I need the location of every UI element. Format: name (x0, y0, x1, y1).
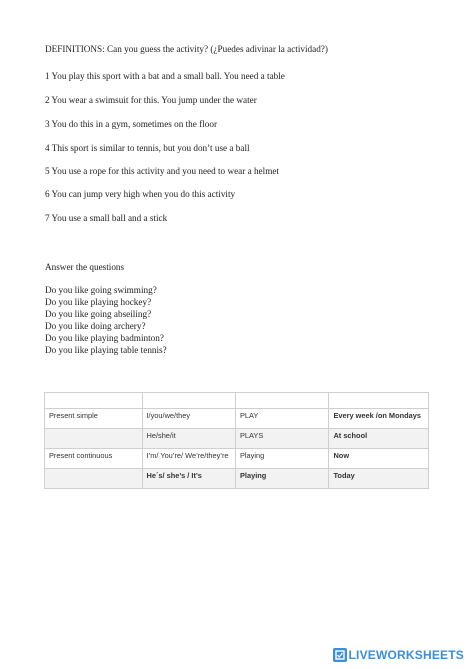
table-cell: Today (329, 469, 429, 489)
question-6: Do you like playing table tennis? (45, 345, 167, 355)
table-cell: I’m/ You’re/ We’re/they’re (142, 449, 235, 469)
liveworksheets-logo (333, 647, 464, 663)
table-cell: PLAY (235, 409, 328, 429)
table-row (45, 449, 429, 469)
table-cell: Present continuous (45, 449, 143, 469)
questions-title: Answer the questions (45, 262, 125, 272)
definition-1: 1 You play this sport with a bat and a small ball. You need a table (45, 71, 285, 81)
table-cell: He´s/ she’s / It’s (142, 469, 235, 489)
table-cell: Every week /on Mondays (329, 409, 429, 429)
question-1: Do you like going swimming? (45, 285, 157, 295)
grammar-table (44, 392, 429, 489)
definition-2: 2 You wear a swimsuit for this. You jump under the water (45, 95, 257, 105)
question-3: Do you like going abseiling? (45, 309, 152, 319)
table-cell: Playing (235, 449, 328, 469)
table-row (45, 393, 429, 409)
definition-4: 4 This sport is similar to tennis, but you don’t use a ball (45, 143, 250, 153)
logo-text: LIVEWORKSHEETS (348, 648, 464, 662)
liveworksheets-logo-icon (333, 648, 347, 662)
table-cell (45, 429, 143, 449)
question-5: Do you like playing badminton? (45, 333, 164, 343)
table-cell: Playing (235, 469, 328, 489)
table-cell (45, 393, 143, 409)
definition-3: 3 You do this in a gym, sometimes on the floor (45, 119, 218, 129)
question-4: Do you like doing archery? (45, 321, 146, 331)
table-cell (45, 469, 143, 489)
table-cell: Present simple (45, 409, 143, 429)
table-cell (235, 393, 328, 409)
table-row (45, 469, 429, 489)
definition-6: 6 You can jump very high when you do this activity (45, 189, 236, 199)
table-cell: He/she/it (142, 429, 235, 449)
table-cell (329, 393, 429, 409)
table-cell: PLAYS (235, 429, 328, 449)
definitions-title: DEFINITIONS: Can you guess the activity? (¿Puedes adivinar la actividad?) (45, 44, 328, 54)
table-cell: Now (329, 449, 429, 469)
table-cell: I/you/we/they (142, 409, 235, 429)
table-cell (142, 393, 235, 409)
question-2: Do you like playing hockey? (45, 297, 152, 307)
definition-7: 7 You use a small ball and a stick (45, 213, 168, 223)
table-row (45, 409, 429, 429)
definition-5: 5 You use a rope for this activity and you need to wear a helmet (45, 166, 279, 176)
table-row (45, 429, 429, 449)
table-cell: At school (329, 429, 429, 449)
